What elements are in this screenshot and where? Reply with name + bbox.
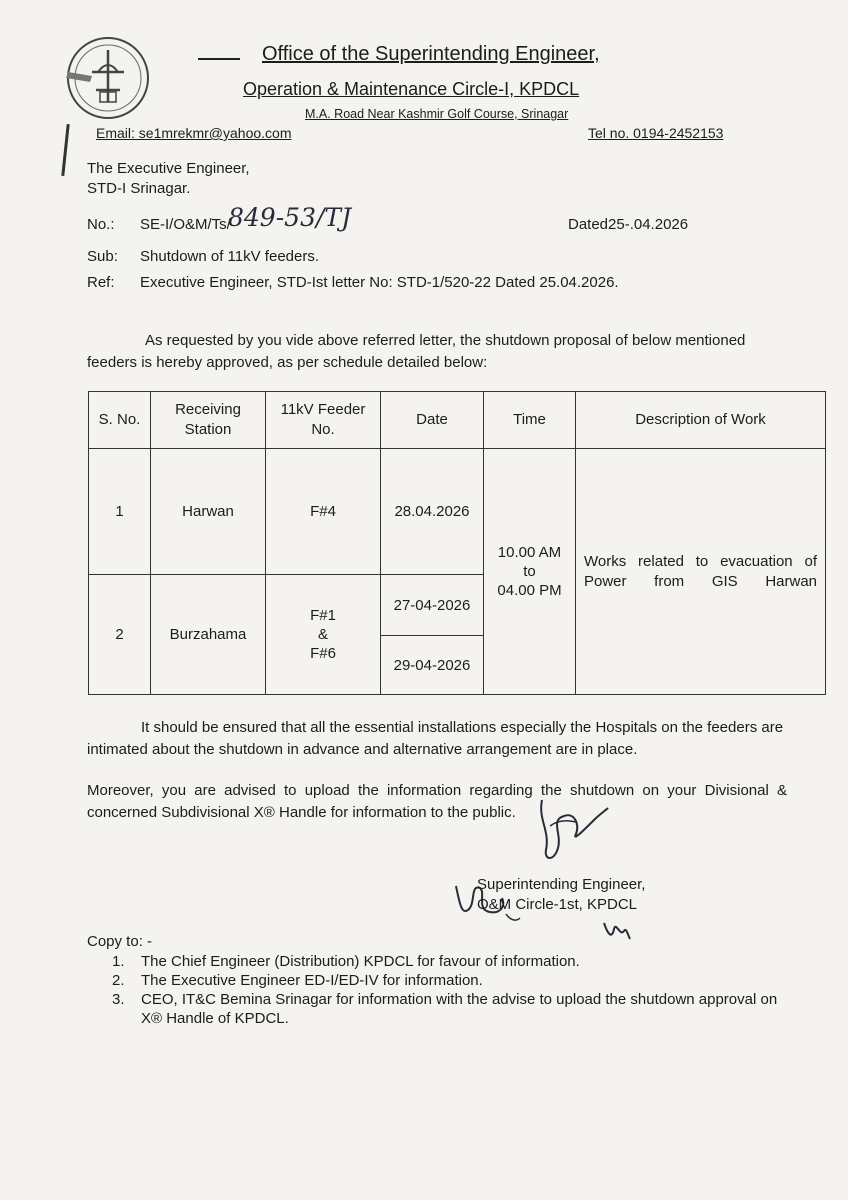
copy-item-text: CEO, IT&C Bemina Srinagar for information with the advise to upload the shutdown approval on X® Handle of KPDCL. [141, 991, 778, 1027]
copy-to-label: Copy to: - [87, 933, 153, 950]
subject-text: Shutdown of 11kV feeders. [140, 248, 320, 265]
time-cell [484, 449, 576, 695]
kpdcl-emblem-logo [62, 32, 154, 124]
header-sno: S. No. [89, 392, 151, 449]
list-item [104, 971, 794, 990]
addressee-line2: STD-I Srinagar. [87, 180, 191, 197]
letter-no-handwritten: 849-53/TJ [228, 203, 352, 232]
ensure-paragraph: It should be ensured that all the essential installations especially the Hospitals on the feeders are intimated about the shutdown in advance and alternative arrangement are in place. [87, 719, 784, 758]
intro-paragraph: As requested by you vide above referred letter, the shutdown proposal of below mentioned feeders is hereby approved, as per schedule detailed below: [87, 332, 746, 371]
table-header-row [89, 392, 826, 449]
copy-item-text: The Chief Engineer (Distribution) KPDCL for favour of information. [141, 953, 580, 970]
time-start: 10.00 AM [497, 544, 562, 561]
row2-station: Burzahama [151, 575, 266, 695]
upload-paragraph: Moreover, you are advised to upload the information regarding the shutdown on your Divisional & concerned Subdivisional X® Handle for information to the public. [87, 782, 787, 821]
circle-name: Operation & Maintenance Circle-I, KPDCL [243, 79, 580, 99]
row1-feeder: F#4 [266, 449, 381, 575]
copy-item-text: The Executive Engineer ED-I/ED-IV for information. [141, 972, 483, 989]
pen-mark [61, 124, 69, 176]
letter-date: Dated25-.04.2026 [568, 216, 689, 233]
row1-station: Harwan [151, 449, 266, 575]
copy-item-number: 3. [112, 991, 125, 1008]
row2-date-a: 27-04-2026 [381, 575, 484, 636]
subject-label: Sub: [87, 248, 118, 265]
reference-text: Executive Engineer, STD-Ist letter No: STD-1/520-22 Dated 25.04.2026. [140, 274, 619, 291]
table-row [89, 449, 826, 575]
row2-feeder-a: F#1 [310, 607, 336, 624]
signatory-title: Superintending Engineer, [477, 876, 646, 893]
header-dash [198, 58, 240, 60]
header-time: Time [484, 392, 576, 449]
addressee-line1: The Executive Engineer, [87, 160, 250, 177]
row2-feeder-b: F#6 [310, 645, 336, 662]
row2-date-b: 29-04-2026 [381, 636, 484, 695]
row1-date: 28.04.2026 [381, 449, 484, 575]
copy-item-number: 2. [112, 972, 125, 989]
time-end: 04.00 PM [497, 582, 562, 599]
header-station: Receiving Station [151, 392, 266, 449]
handwritten-signature [520, 790, 610, 870]
handwritten-initial-mark [600, 915, 632, 945]
telephone-text: Tel no. 0194-2452153 [588, 125, 724, 141]
header-date: Date [381, 392, 484, 449]
header-description: Description of Work [576, 392, 826, 449]
email-text: Email: se1mrekmr@yahoo.com [96, 125, 292, 141]
row2-sno: 2 [89, 575, 151, 695]
office-title: Office of the Superintending Engineer, [262, 43, 600, 65]
list-item [104, 952, 794, 971]
description-cell: Works related to evacuation of Power from GIS Harwan [576, 449, 826, 695]
row2-feeder-amp: & [317, 626, 328, 643]
row1-sno: 1 [89, 449, 151, 575]
row2-feeder [266, 575, 381, 695]
copy-to-list [104, 952, 794, 1028]
office-address: M.A. Road Near Kashmir Golf Course, Srinagar [305, 107, 569, 121]
letter-no-label: No.: [87, 216, 115, 233]
list-item [104, 990, 794, 1028]
header-feeder: 11kV Feeder No. [266, 392, 381, 449]
copy-item-number: 1. [112, 953, 125, 970]
signatory-office: O&M Circle-1st, KPDCL [477, 896, 638, 913]
letter-no-prefix: SE-I/O&M/Ts/ [140, 216, 231, 233]
shutdown-schedule-table [88, 391, 826, 695]
reference-label: Ref: [87, 274, 115, 291]
time-to: to [523, 563, 536, 580]
